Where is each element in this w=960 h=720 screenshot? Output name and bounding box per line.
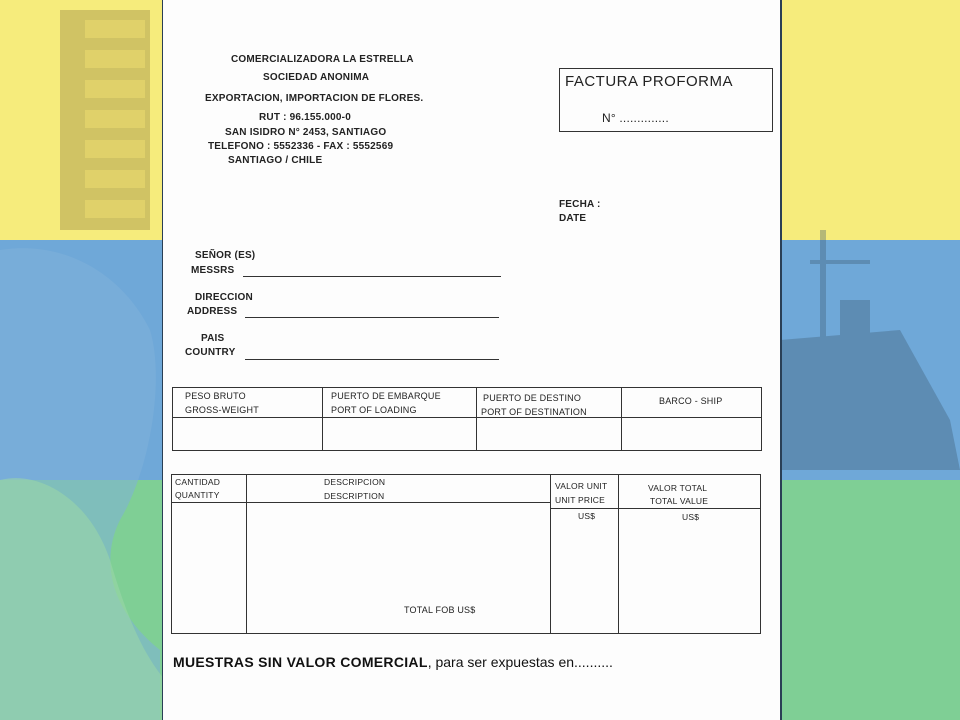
company-rut: RUT : 96.155.000-0	[259, 112, 351, 123]
invoice-title-box	[559, 68, 773, 132]
proforma-invoice-document	[162, 0, 782, 720]
date-label: DATE	[559, 213, 587, 224]
gross-weight-header-en: GROSS-WEIGHT	[185, 405, 259, 415]
port-loading-header-en: PORT OF LOADING	[331, 405, 417, 415]
footer-note-rest: , para ser expuestas en..........	[427, 654, 613, 670]
unit-price-header-en: UNIT PRICE	[555, 495, 606, 505]
shipping-table	[172, 387, 762, 451]
gross-weight-cell[interactable]	[174, 419, 321, 449]
gross-weight-header-es: PESO BRUTO	[185, 391, 246, 401]
flower-boxes-decoration	[0, 0, 165, 720]
messrs-label: MESSRS	[191, 265, 235, 276]
total-value-cell[interactable]	[620, 525, 759, 632]
invoice-number: N° ..............	[602, 111, 669, 125]
total-fob-label: TOTAL FOB US$	[404, 605, 476, 615]
company-type: SOCIEDAD ANONIMA	[263, 72, 370, 83]
ship-cell[interactable]	[623, 419, 760, 449]
port-destination-cell[interactable]	[478, 419, 620, 449]
quantity-header-en: QUANTITY	[175, 490, 220, 500]
direccion-label: DIRECCION	[195, 292, 253, 303]
port-destination-header-en: PORT OF DESTINATION	[481, 407, 587, 417]
quantity-header-es: CANTIDAD	[175, 477, 221, 487]
company-activity: EXPORTACION, IMPORTACION DE FLORES.	[205, 93, 424, 104]
total-value-currency: US$	[682, 512, 700, 522]
unit-price-header-es: VALOR UNIT	[555, 481, 608, 491]
total-value-header-en: TOTAL VALUE	[650, 496, 709, 506]
messrs-line[interactable]	[243, 276, 501, 277]
company-name: COMERCIALIZADORA LA ESTRELLA	[231, 54, 414, 65]
ship-decoration	[780, 0, 960, 720]
items-table	[171, 474, 761, 634]
port-loading-cell[interactable]	[324, 419, 475, 449]
company-address: SAN ISIDRO N° 2453, SANTIAGO	[225, 127, 387, 138]
country-label: COUNTRY	[185, 347, 236, 358]
unit-price-currency: US$	[578, 511, 596, 521]
invoice-title: FACTURA PROFORMA	[565, 73, 734, 90]
port-destination-header-es: PUERTO DE DESTINO	[483, 393, 582, 403]
port-loading-header-es: PUERTO DE EMBARQUE	[331, 391, 441, 401]
ship-header: BARCO - SHIP	[659, 396, 723, 406]
address-label: ADDRESS	[187, 306, 238, 317]
description-cell[interactable]	[248, 504, 549, 600]
address-line[interactable]	[245, 317, 499, 318]
country-line[interactable]	[245, 359, 499, 360]
total-value-header-es: VALOR TOTAL	[648, 483, 708, 493]
description-header-en: DESCRIPTION	[324, 491, 385, 501]
quantity-cell[interactable]	[173, 504, 245, 632]
company-phone: TELEFONO : 5552336 - FAX : 5552569	[208, 141, 394, 152]
company-city: SANTIAGO / CHILE	[228, 155, 323, 166]
pais-label: PAIS	[201, 333, 225, 344]
footer-note-bold: MUESTRAS SIN VALOR COMERCIAL	[173, 654, 428, 670]
unit-price-cell[interactable]	[552, 525, 617, 632]
fecha-label: FECHA :	[559, 199, 601, 210]
description-header-es: DESCRIPCION	[324, 477, 386, 487]
footer-note	[173, 654, 613, 670]
senor-label: SEÑOR (ES)	[195, 250, 256, 261]
